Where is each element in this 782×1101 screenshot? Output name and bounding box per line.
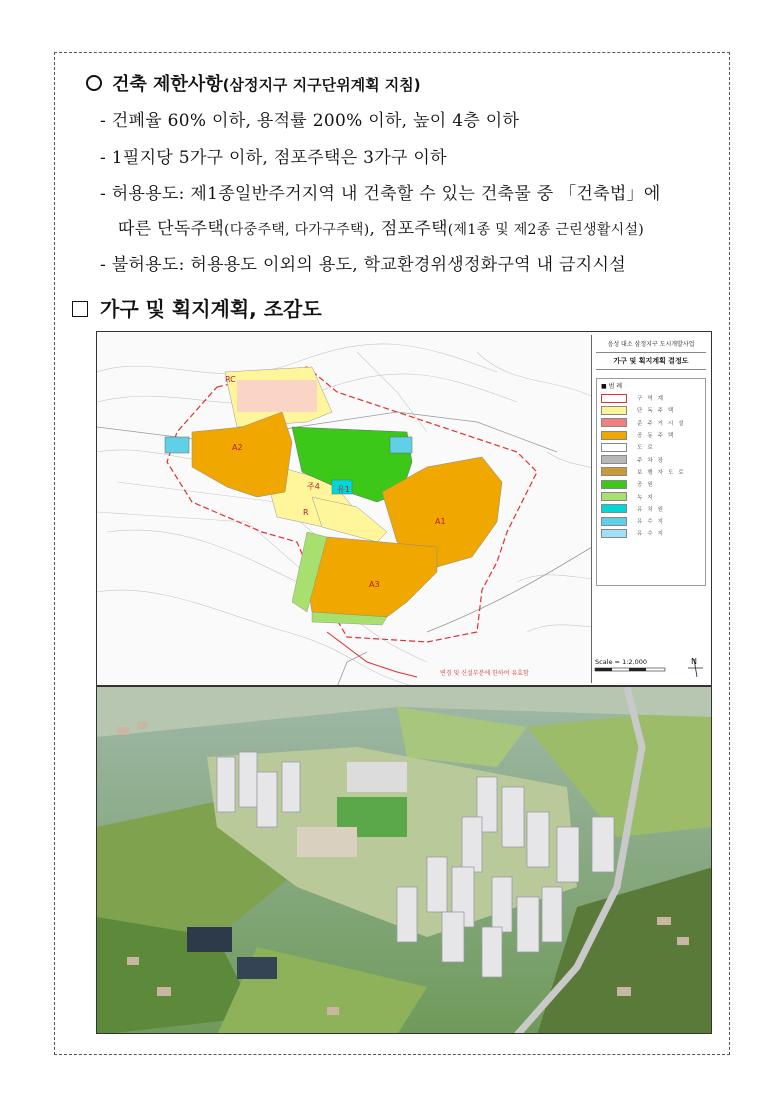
legend-label: 단독주택: [637, 408, 679, 415]
text2: , 점포주택: [369, 219, 448, 239]
legend-swatch: [601, 418, 627, 427]
legend-label: 준주거시설: [637, 420, 689, 427]
solar-farm: [237, 957, 277, 979]
restriction-item-1: - 건폐율 60% 이하, 용적률 200% 이하, 높이 4층 이하: [100, 111, 520, 131]
note2: (제1종 및 제2종 근린생활시설): [447, 222, 645, 238]
legend-box: [596, 378, 706, 586]
legend-swatch: [601, 394, 627, 403]
text: 따른 단독주택: [118, 219, 225, 239]
zone-label-rc: RC: [225, 375, 236, 384]
section-title: 건축 제한사항: [112, 74, 223, 95]
commercial-residential-plots: [237, 380, 317, 412]
solar-farm: [187, 927, 232, 952]
note: (다중주택, 다가구주택): [224, 222, 370, 238]
legend-row: [601, 417, 701, 429]
scale-bar: [591, 655, 709, 681]
legend-label: 공동주택: [637, 433, 679, 440]
legend-row: [601, 466, 701, 478]
scale-bar-segment: [629, 668, 646, 671]
legend-swatch: [601, 467, 627, 476]
legend-label: 주차장: [637, 457, 668, 464]
legend-row: [601, 441, 701, 453]
section-title-note: (삼정지구 지구단위계획 지침): [222, 76, 421, 94]
legend-row: [601, 515, 701, 527]
map-validity-note: 변경 및 신설부분에 한하여 유효함: [440, 670, 529, 677]
legend-swatch: [601, 529, 627, 538]
legend-swatch: [601, 480, 627, 489]
legend-row: [601, 527, 701, 539]
restriction-item-4: - 불허용도: 허용용도 이외의 용도, 학교환경위생정화구역 내 금지시설: [100, 255, 626, 275]
zone-label-r: R: [303, 508, 309, 517]
project-title: 음성 대소 삼정지구 도시개발사업: [607, 341, 695, 348]
legend-label: 녹지: [637, 494, 658, 501]
legend-row: [601, 478, 701, 490]
map-legend-panel: [591, 335, 710, 683]
section-heading-block-plan: [72, 293, 322, 322]
zone-label-mixed-4: 주4: [307, 482, 320, 491]
square-bullet-icon: [72, 301, 88, 317]
scale-label: Scale = 1:2,000: [595, 658, 647, 666]
legend-swatch: [601, 443, 627, 452]
legend-label: 유치원: [637, 506, 668, 513]
commercial-building: [347, 762, 407, 792]
zone-label-kindergarten-1: 유1: [337, 485, 350, 494]
restriction-item-3: - 허용용도: 제1종일반주거지역 내 건축할 수 있는 건축물 중 「건축법」에: [100, 184, 661, 204]
legend-heading: ■ 범 례: [601, 383, 623, 390]
restriction-item-2: - 1필지당 5가구 이하, 점포주택은 3가구 이하: [100, 148, 447, 168]
north-label: N: [691, 657, 697, 666]
legend-row: [601, 490, 701, 502]
legend-label: 보행자도로: [637, 469, 689, 476]
legend-label: 공원: [637, 482, 658, 489]
detention-pond-east: [390, 437, 412, 453]
legend-swatch: [601, 492, 627, 501]
restriction-item-3-continued: [118, 214, 644, 239]
scale-bar-segment: [595, 668, 612, 671]
apartment-block-a3: [307, 537, 437, 617]
detention-pond-west: [165, 437, 189, 453]
legend-row: [601, 404, 701, 416]
zone-label-a2: A2: [232, 443, 243, 452]
zone-label-a3: A3: [369, 580, 380, 589]
legend-swatch: [601, 406, 627, 415]
legend-row: [601, 503, 701, 515]
legend-swatch: [601, 504, 627, 513]
legend-row: [601, 429, 701, 441]
low-rise-houses: [297, 827, 357, 857]
legend-swatch: [601, 455, 627, 464]
aerial-perspective-image: [96, 686, 712, 1034]
aerial-drawing: [97, 687, 712, 1034]
section-title: 가구 및 획지계획, 조감도: [100, 297, 322, 321]
legend-swatch: [601, 517, 627, 526]
circle-bullet-icon: [86, 75, 102, 91]
zone-label-a1: A1: [435, 517, 446, 526]
plan-title: 가구 및 획지계획 결정도: [596, 352, 706, 370]
legend-label: 도로: [637, 445, 658, 452]
legend-row: [601, 392, 701, 404]
legend-label: 유수지: [637, 531, 668, 538]
section-heading-building-restrictions: [86, 70, 421, 96]
legend-row: [601, 453, 701, 465]
legend-label: 유수지: [637, 519, 668, 526]
legend-swatch: [601, 431, 627, 440]
legend-label: 구역계: [637, 396, 668, 403]
